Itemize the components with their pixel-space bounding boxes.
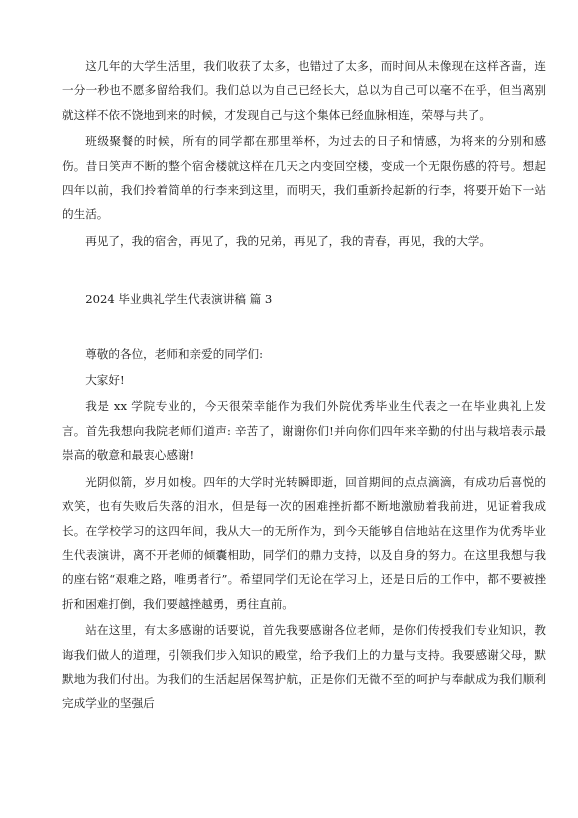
section-title: 2024 毕业典礼学生代表演讲稿 篇 3 — [85, 292, 273, 307]
salutation: 尊敬的各位，老师和亲爱的同学们: — [85, 346, 264, 361]
paragraph: 再见了，我的宿舍，再见了，我的兄弟，再见了，我的青春，再见，我的大学。 — [85, 233, 491, 248]
paragraph: 光阴似箭，岁月如梭。四年的大学时光转瞬即逝，回首期间的点点滴滴，有成功后喜悦的欢笑，也有失败后失落的泪水，但是每一次的困难挫折都不断地激励着我前进，见证着我成长。在学校学习的这四年间，我从大一的无所作为，到今天能够自信地站在这里作为优秀毕业生代表演讲，离不开老师的倾囊相助，同学们的鼎力支持，以及自身的努力。在这里我想与我的座右铭“艰难之路，唯勇者行”。希望同学们无论在学习上，还是日后的工作中，都不要被挫折和困难打倒，我们要越挫越勇，勇往直前。 — [62, 474, 546, 611]
paragraph: 站在这里，有太多感谢的话要说，首先我要感谢各位老师，是你们传授我们专业知识，教诲我们做人的道理，引领我们步入知识的殿堂，给予我们上的力量与支持。我要感谢父母，默默地为我们付出。为我们的生活起居保驾护航，正是你们无微不至的呵护与奉献成为我们顺利完成学业的坚强后 — [62, 623, 546, 711]
greeting: 大家好! — [85, 373, 125, 388]
paragraph: 这几年的大学生活里，我们收获了太多，也错过了太多，而时间从未像现在这样吝啬，连一分一秒也不愿多留给我们。我们总以为自己已经长大，总以为自己可以毫不在乎，但当离别就这样不依不饶地到来的时候，才发现自己与这个集体已经血脉相连，荣辱与共了。 — [62, 59, 546, 122]
paragraph: 我是 xx 学院专业的，今天很荣幸能作为我们外院优秀毕业生代表之一在毕业典礼上发言。首先我想向我院老师们道声: 辛苦了，谢谢你们!并向你们四年来辛勤的付出与栽培表示最崇高的敬意和最衷心感谢! — [62, 399, 546, 463]
document-page — [62, 54, 546, 718]
paragraph: 班级聚餐的时候，所有的同学都在那里举杯，为过去的日子和情感，为将来的分别和感伤。昔日笑声不断的整个宿舍楼就这样在几天之内变回空楼，变成一个无限伤感的符号。想起四年以前，我们拎着简单的行李来到这里，而明天，我们重新拎起新的行李，将要开始下一站的生活。 — [62, 134, 546, 222]
